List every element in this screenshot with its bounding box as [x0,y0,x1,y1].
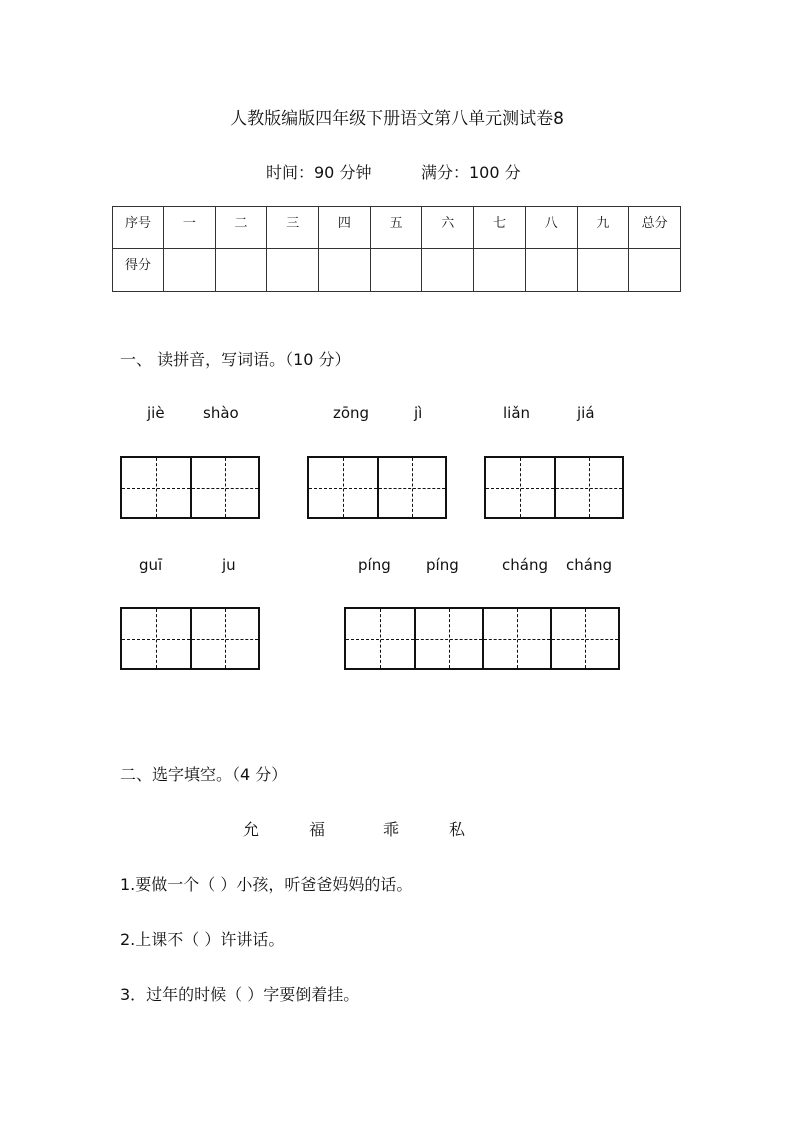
time-limit: 时间：90 分钟 [266,163,372,182]
score-table-header: 一 [164,207,216,249]
writing-grid [120,607,260,670]
writing-grid [344,607,620,670]
score-table-score-row [113,249,681,292]
score-table-header: 七 [474,207,526,249]
score-cell[interactable] [319,249,371,292]
question-2: 2.上课不（ ）许讲话。 [120,930,285,949]
score-cell[interactable] [525,249,577,292]
score-table-header: 六 [422,207,474,249]
score-table-header: 序号 [113,207,164,249]
option-char: 乖 [383,820,400,839]
option-char: 私 [449,820,466,839]
score-table-header: 八 [525,207,577,249]
score-table-header: 三 [267,207,319,249]
pinyin: zōng [333,404,370,422]
score-cell[interactable] [215,249,267,292]
writing-grid [307,456,447,519]
writing-cell[interactable] [346,609,414,668]
score-table-header: 总分 [629,207,681,249]
section1-heading: 一、 读拼音，写词语。（10 分） [120,350,351,369]
page-title: 人教版编版四年级下册语文第八单元测试卷8 [230,109,564,129]
pinyin: cháng [502,556,548,574]
pinyin: píng [426,556,459,574]
option-char: 允 [243,820,260,839]
pinyin: jì [414,404,423,422]
score-cell[interactable] [164,249,216,292]
pinyin: jiá [577,404,595,422]
pinyin: cháng [566,556,612,574]
score-table [112,206,681,292]
pinyin: guī [139,556,163,574]
score-table-header-row [113,207,681,249]
score-table-header: 四 [319,207,371,249]
question-1: 1.要做一个（ ）小孩，听爸爸妈妈的话。 [120,875,413,894]
writing-cell[interactable] [486,458,554,517]
writing-cell[interactable] [414,609,482,668]
pinyin: liǎn [503,404,531,422]
score-table-header: 五 [370,207,422,249]
writing-cell[interactable] [122,458,190,517]
writing-cell[interactable] [309,458,377,517]
score-cell[interactable] [474,249,526,292]
pinyin: shào [203,404,239,422]
pinyin: ju [222,556,236,574]
score-cell[interactable] [370,249,422,292]
writing-cell[interactable] [550,609,618,668]
writing-cell[interactable] [190,609,258,668]
writing-grid [120,456,260,519]
writing-cell[interactable] [377,458,445,517]
writing-cell[interactable] [122,609,190,668]
writing-cell[interactable] [190,458,258,517]
score-cell[interactable] [267,249,319,292]
writing-grid [484,456,624,519]
full-score: 满分：100 分 [421,163,521,182]
section2-heading: 二、选字填空。（4 分） [120,765,288,784]
score-row-label: 得分 [113,249,164,292]
score-table-header: 九 [577,207,629,249]
score-cell[interactable] [577,249,629,292]
pinyin: píng [358,556,391,574]
writing-cell[interactable] [482,609,550,668]
writing-cell[interactable] [554,458,622,517]
pinyin: jiè [147,404,165,422]
question-3: 3．过年的时候（ ）字要倒着挂。 [120,985,360,1004]
option-char: 福 [309,820,326,839]
score-cell[interactable] [629,249,681,292]
score-cell[interactable] [422,249,474,292]
score-table-header: 二 [215,207,267,249]
